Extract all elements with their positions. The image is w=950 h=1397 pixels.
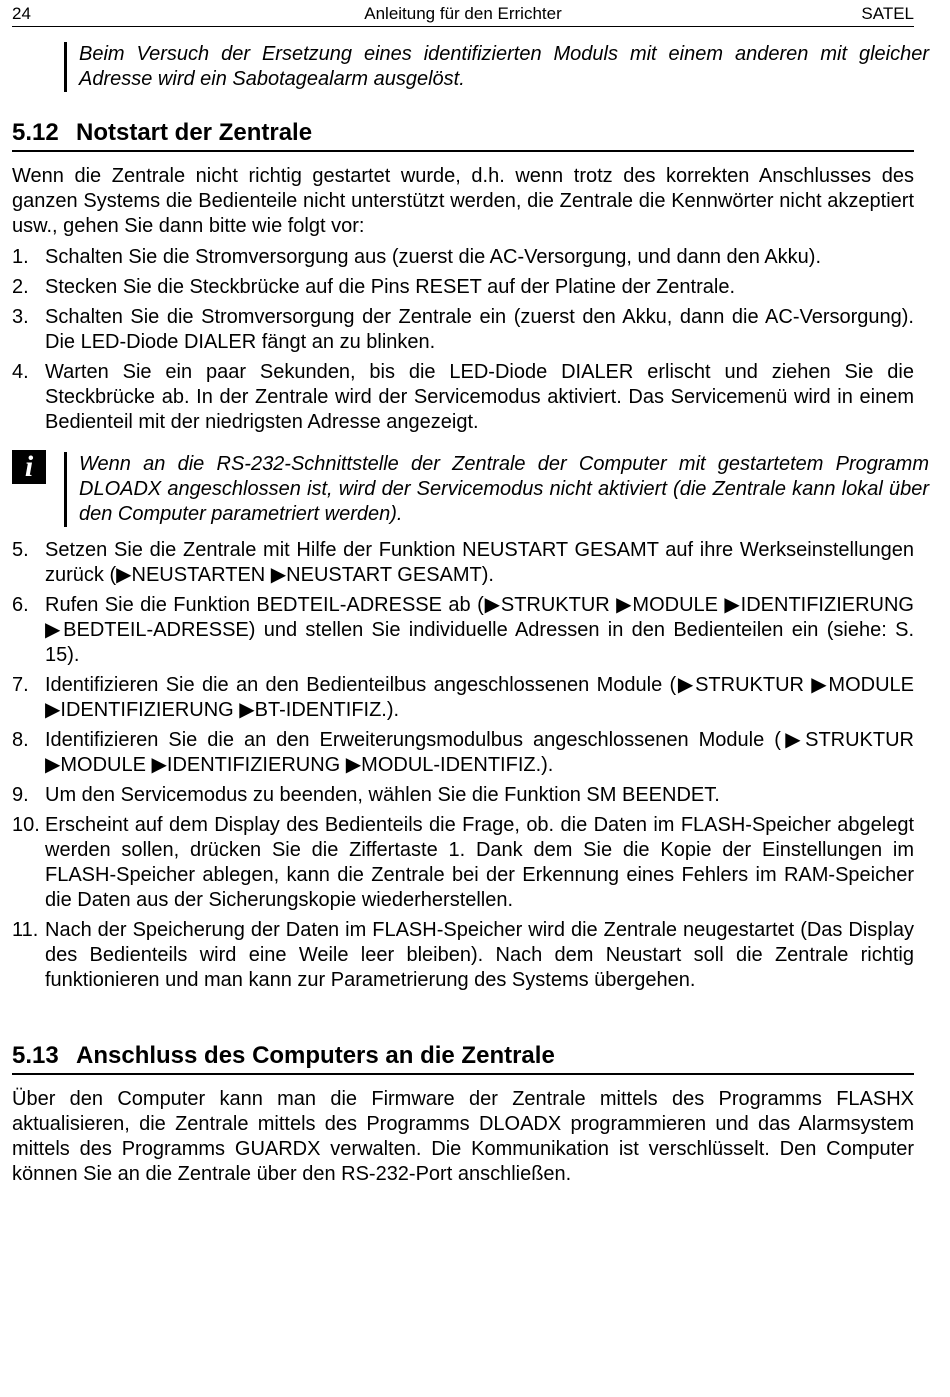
step-number: 10. xyxy=(12,814,40,836)
list-item xyxy=(12,538,914,588)
page-number: 24 xyxy=(12,4,31,23)
list-item xyxy=(12,360,914,435)
step-number: 2. xyxy=(12,276,29,298)
section-title: Notstart der Zentrale xyxy=(76,119,313,146)
closing-paragraph: Über den Computer kann man die Firmware der Zentrale mittels des Programms FLASHX aktualisieren, die Zentrale mittels des Programms DLOADX programmieren und das Alarmsystem mittels des Programms GUARDX verwalten. Die Kommunikation ist verschlüsselt. Den Computer können Sie an die Zentrale über den RS-232-Port anschließen. xyxy=(12,1088,914,1185)
list-item xyxy=(12,305,914,355)
list-item xyxy=(12,918,914,993)
step-text: Erscheint auf dem Display des Bedienteils die Frage, ob. die Daten im FLASH-Speicher abgelegt werden sollen, drücken Sie die Ziffertaste 1. Dank dem Sie die Kopie der Einstellungen im FLASH-Speicher ablegen, kann die Zentrale bei der Erkennung eines Fehlers im RAM-Speicher die Daten aus der Sicherungskopie wiederherstellen. xyxy=(45,814,914,911)
steps-list-2 xyxy=(12,538,914,998)
step-text: Identifizieren Sie die an den Erweiterungsmodulbus angeschlossenen Module (▶STRUKTUR ▶MODULE ▶IDENTIFIZIERUNG ▶MODUL-IDENTIFIZ.). xyxy=(45,729,914,776)
steps-list-1 xyxy=(12,245,914,440)
step-number: 3. xyxy=(12,306,29,328)
step-number: 11. xyxy=(12,919,39,941)
step-text: Setzen Sie die Zentrale mit Hilfe der Funktion NEUSTART GESAMT auf ihre Werkseinstellungen zurück (▶NEUSTARTEN ▶NEUSTART GESAMT). xyxy=(45,539,914,586)
header-title: Anleitung für den Errichter xyxy=(364,4,562,23)
step-number: 9. xyxy=(12,784,29,806)
intro-paragraph: Wenn die Zentrale nicht richtig gestartet wurde, d.h. wenn trotz des korrekten Anschlusses des ganzen Systems die Bedienteile nicht unterstützt werden, die Zentrale die Kennwörter nicht akzeptiert usw., gehen Sie dann bitte wie folgt vor: xyxy=(12,165,914,237)
section-title: Anschluss des Computers an die Zentrale xyxy=(76,1042,555,1069)
header-brand: SATEL xyxy=(861,4,914,23)
note-dloadx: Wenn an die RS-232-Schnittstelle der Zentrale der Computer mit gestartetem Programm DLOADX angeschlossen ist, wird der Servicemodus nicht aktiviert (die Zentrale kann lokal über den Computer parametriert werden). xyxy=(64,452,929,527)
step-number: 8. xyxy=(12,729,29,751)
info-icon: i xyxy=(12,450,46,484)
step-number: 1. xyxy=(12,246,29,268)
step-text: Rufen Sie die Funktion BEDTEIL-ADRESSE ab (▶STRUKTUR ▶MODULE ▶IDENTIFIZIERUNG ▶BEDTEIL-ADRESSE) und stellen Sie individuelle Adressen in den Bedienteilen ein (siehe: S. 15). xyxy=(45,594,914,666)
step-number: 7. xyxy=(12,674,29,696)
step-text: Nach der Speicherung der Daten im FLASH-Speicher wird die Zentrale neugestartet (Das Display des Bedienteils wird eine Weile leer bleiben). Nach dem Neustart soll die Zentrale richtig funktionieren und man kann zur Parametrierung des Systems übergehen. xyxy=(45,919,914,991)
step-number: 6. xyxy=(12,594,29,616)
list-item xyxy=(12,813,914,913)
section-number: 5.13 xyxy=(12,1042,59,1069)
step-text: Identifizieren Sie die an den Bedienteilbus angeschlossenen Module (▶STRUKTUR ▶MODULE ▶IDENTIFIZIERUNG ▶BT-IDENTIFIZ.). xyxy=(45,674,914,721)
step-text: Um den Servicemodus zu beenden, wählen Sie die Funktion SM BEENDET. xyxy=(45,784,720,806)
step-number: 4. xyxy=(12,361,29,383)
note-sabotage: Beim Versuch der Ersetzung eines identifizierten Moduls mit einem anderen mit gleicher Adresse wird ein Sabotagealarm ausgelöst. xyxy=(64,42,929,92)
section-heading-5-13 xyxy=(12,1042,914,1075)
section-number: 5.12 xyxy=(12,119,59,146)
step-number: 5. xyxy=(12,539,29,561)
list-item xyxy=(12,245,914,270)
step-text: Stecken Sie die Steckbrücke auf die Pins RESET auf der Platine der Zentrale. xyxy=(45,276,735,298)
step-text: Schalten Sie die Stromversorgung aus (zuerst die AC-Versorgung, und dann den Akku). xyxy=(45,246,822,268)
list-item xyxy=(12,673,914,723)
section-heading-5-12 xyxy=(12,119,914,152)
page-header xyxy=(12,4,914,27)
step-text: Schalten Sie die Stromversorgung der Zentrale ein (zuerst den Akku, dann die AC-Versorgung). Die LED-Diode DIALER fängt an zu blinken. xyxy=(45,306,914,353)
list-item xyxy=(12,275,914,300)
list-item xyxy=(12,593,914,668)
list-item xyxy=(12,783,914,808)
list-item xyxy=(12,728,914,778)
step-text: Warten Sie ein paar Sekunden, bis die LED-Diode DIALER erlischt und ziehen Sie die Steckbrücke ab. In der Zentrale wird der Servicemodus aktiviert. Das Servicemenü wird in einem Bedienteil mit der niedrigsten Adresse angezeigt. xyxy=(45,361,914,433)
